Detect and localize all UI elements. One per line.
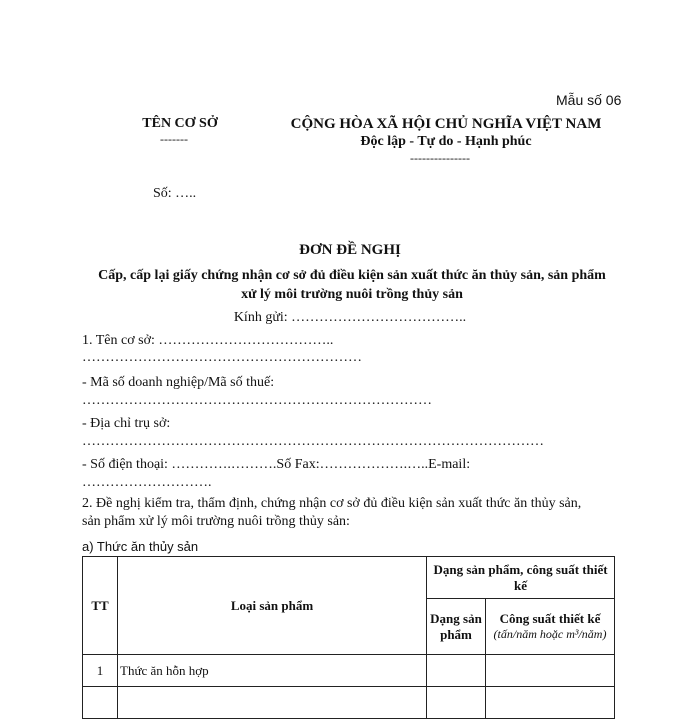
field-address-dots: ………………………………………………………………………………………: [82, 434, 544, 449]
field-org-name: 1. Tên cơ sở: ………………………………..: [82, 333, 334, 348]
motto-underline: ---------------: [410, 151, 470, 165]
header-form-capacity: Dạng sản phẩm, công suất thiết kế: [427, 557, 615, 599]
request-paragraph-cont: sản phẩm xử lý môi trường nuôi trồng thủy sản:: [82, 514, 350, 529]
document-title: ĐƠN ĐỀ NGHỊ: [299, 242, 401, 258]
row-product: [118, 687, 427, 719]
motto: Độc lập - Tự do - Hạnh phúc: [360, 134, 532, 149]
field-org-name-cont: ……………………………………………………: [82, 350, 362, 365]
row-product: Thức ăn hỗn hợp: [118, 655, 427, 687]
header-product-type: Loại sản phẩm: [118, 557, 427, 655]
field-contact: - Số điện thoại: ………….……….Số Fax:……………….…..E-mail:: [82, 457, 471, 472]
field-tax-code-label: - Mã số doanh nghiệp/Mã số thuế:: [82, 375, 275, 390]
field-tax-code-dots: …………………………………………………………………: [82, 393, 432, 408]
header-product-form: Dạng sản phẩm: [427, 599, 486, 655]
header-capacity-cell: [486, 599, 615, 655]
recipient-line: Kính gửi: ………………………………..: [233, 310, 467, 325]
org-name: TÊN CƠ SỞ: [142, 116, 218, 131]
document-subtitle: Cấp, cấp lại giấy chứng nhận cơ sở đủ điều kiện sản xuất thức ăn thủy sản, sản phẩm xử lý môi trường nuôi trồng thủy sản: [98, 268, 606, 302]
row-capacity[interactable]: [486, 687, 615, 719]
table-row: [83, 655, 615, 687]
document-number: Số: …..: [153, 186, 197, 201]
header-tt: TT: [83, 557, 118, 655]
org-underline: -------: [160, 132, 188, 146]
header-capacity-unit: (tấn/năm hoặc m³/năm): [493, 627, 607, 641]
row-form[interactable]: [427, 687, 486, 719]
nation-title: CỘNG HÒA XÃ HỘI CHỦ NGHĨA VIỆT NAM: [290, 116, 602, 132]
header-capacity: Công suất thiết kế: [499, 611, 601, 626]
row-capacity[interactable]: [486, 655, 615, 687]
row-tt: 1: [83, 655, 118, 687]
row-tt: [83, 687, 118, 719]
field-address-label: - Địa chỉ trụ sở:: [82, 416, 171, 431]
request-paragraph: 2. Đề nghị kiểm tra, thẩm định, chứng nhận cơ sở đủ điều kiện sản xuất thức ăn thủy sản,: [82, 496, 582, 511]
form-number: Mẫu số 06: [556, 92, 622, 108]
section-aquafeed: a) Thức ăn thủy sản: [82, 539, 199, 554]
field-email-dots: ……………………….: [82, 475, 212, 490]
table-row: [83, 687, 615, 719]
row-form[interactable]: [427, 655, 486, 687]
product-table: [82, 556, 615, 719]
